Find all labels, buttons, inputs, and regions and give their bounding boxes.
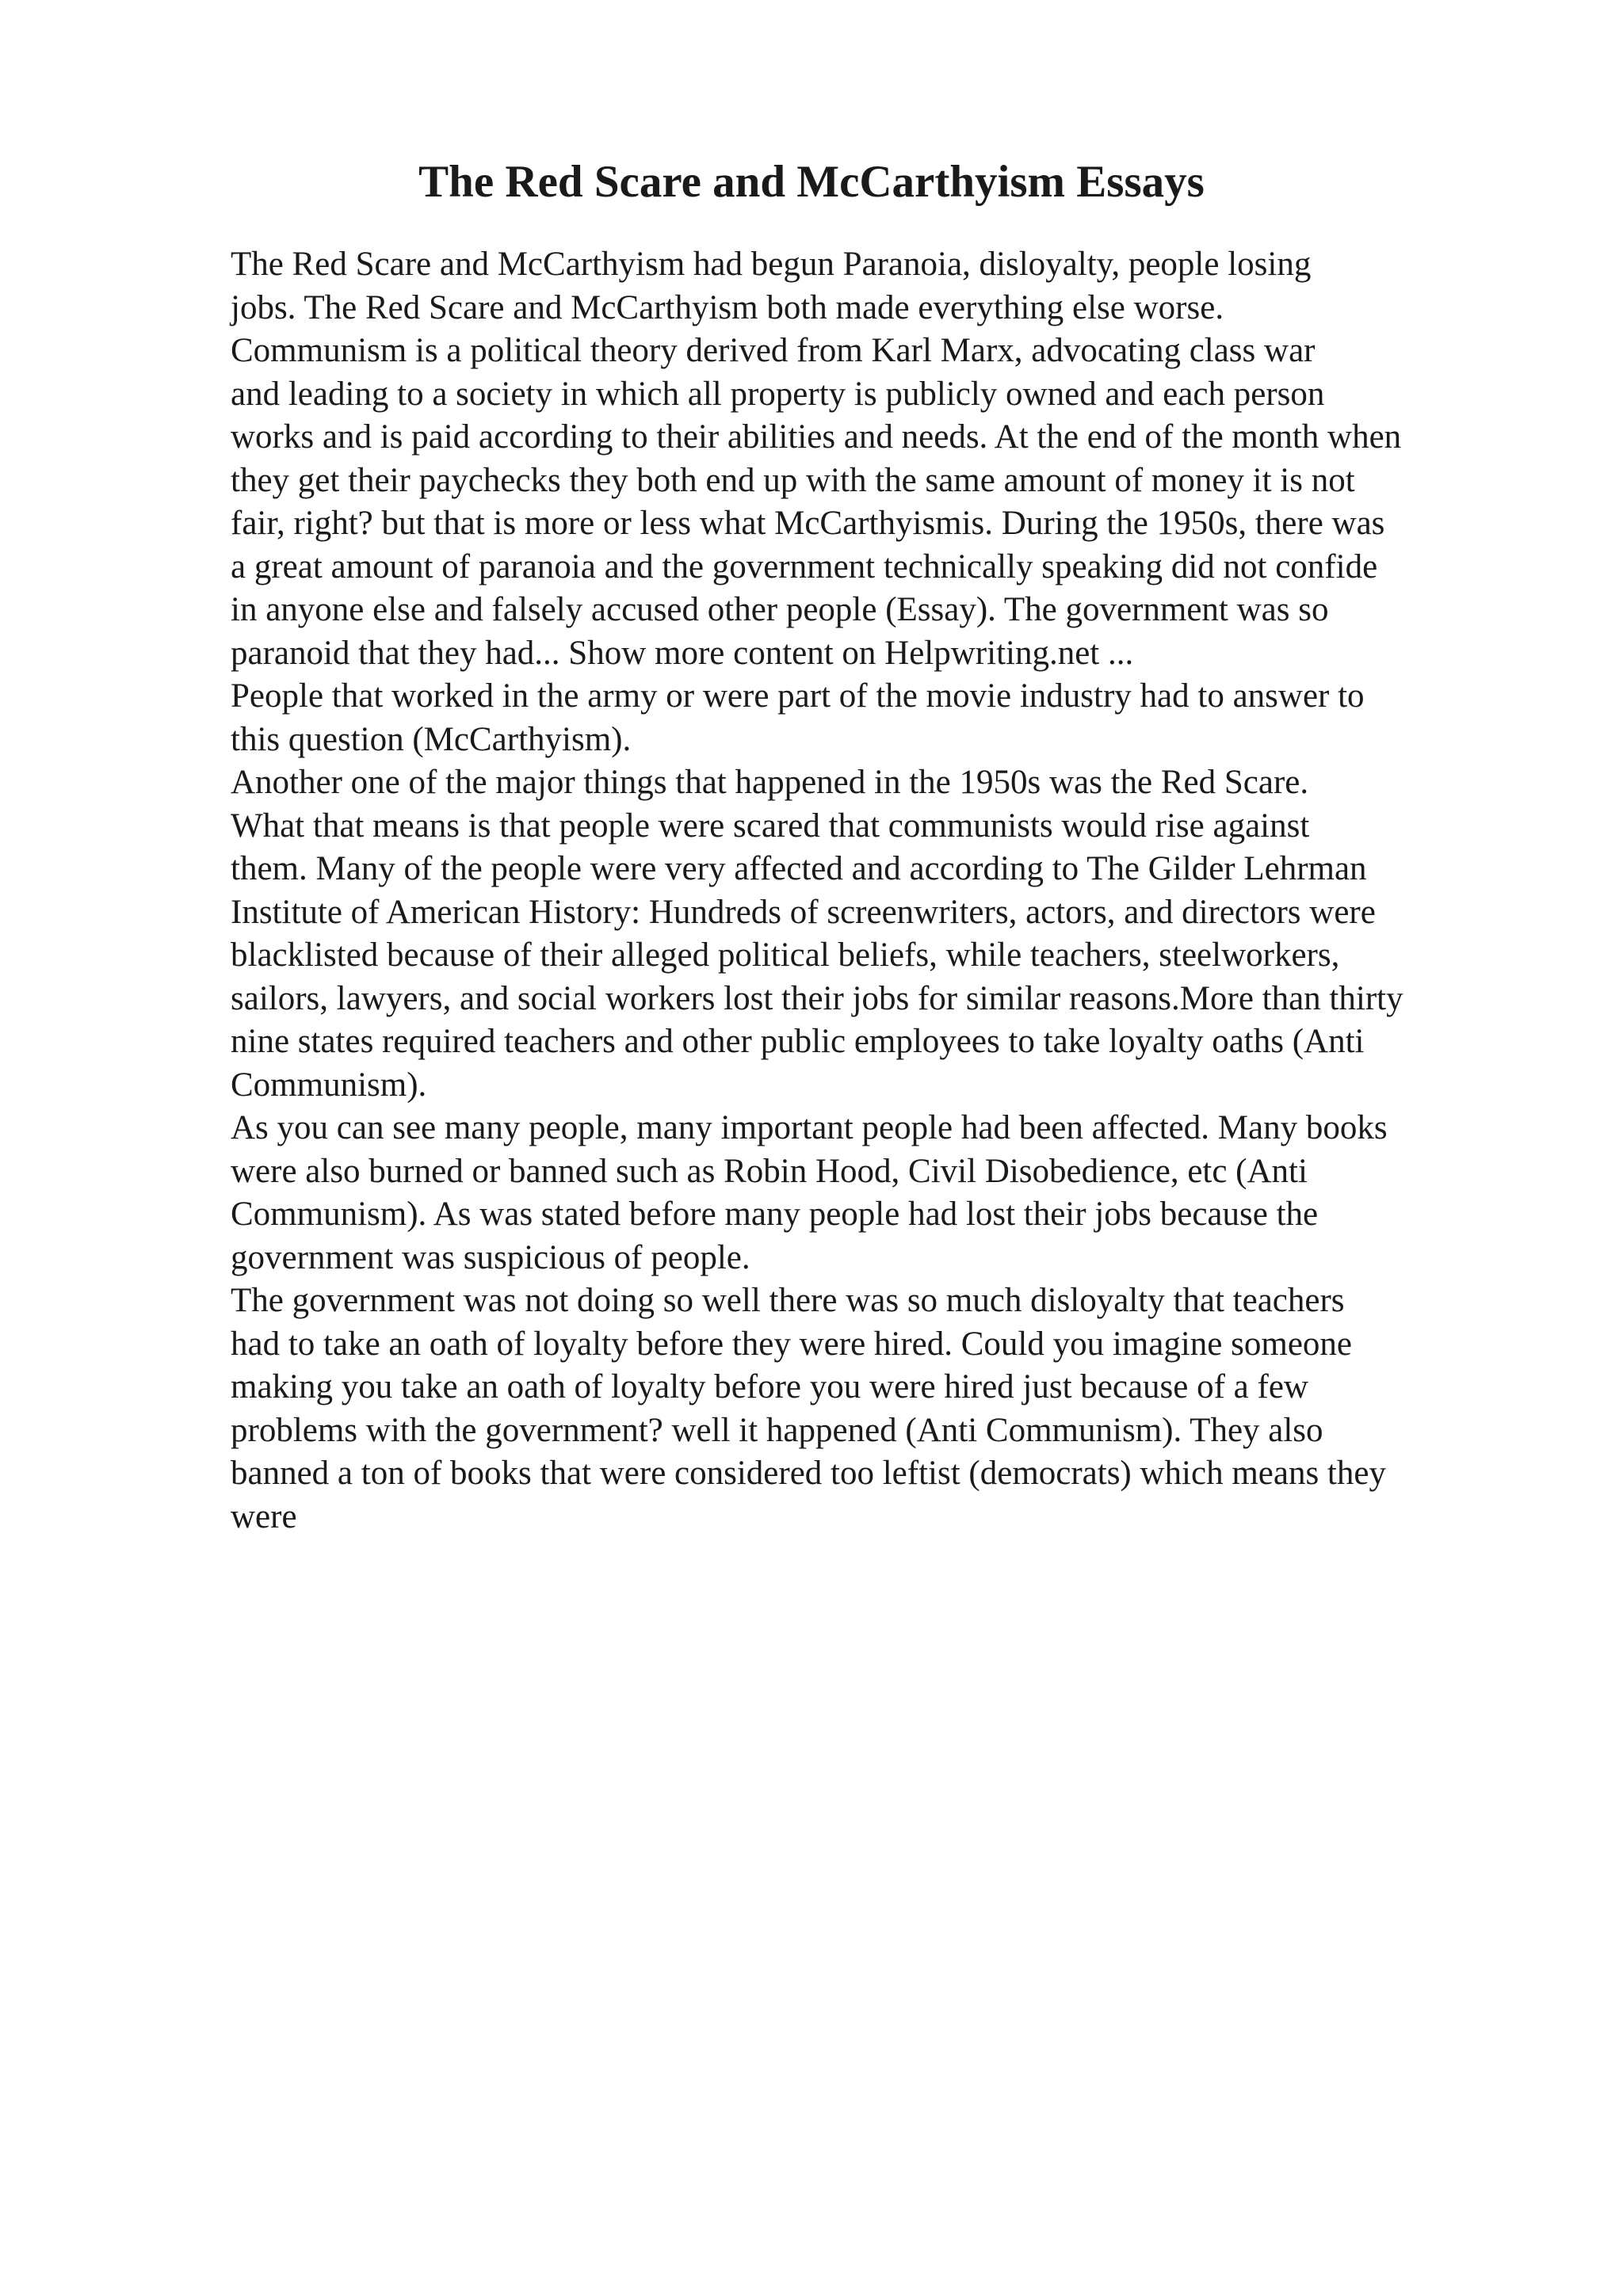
text-line: were also burned or banned such as Robin Hood, Civil Disobedience, etc (Anti — [231, 1152, 1308, 1190]
text-line: paranoid that they had... Show more content on Helpwriting.net ... — [231, 634, 1134, 672]
text-line: in anyone else and falsely accused other people (Essay). The government was so — [231, 591, 1329, 628]
text-line: Another one of the major things that happened in the 1950s was the Red Scare. — [231, 764, 1309, 801]
text-line: and leading to a society in which all property is publicly owned and each person — [231, 375, 1325, 413]
text-line: a great amount of paranoia and the government technically speaking did not confide — [231, 547, 1378, 585]
text-line: sailors, lawyers, and social workers lost their jobs for similar reasons.More than thirty — [231, 979, 1403, 1017]
text-line: What that means is that people were scared that communists would rise against — [231, 807, 1310, 845]
document-body — [231, 243, 1546, 1539]
text-line: this question (McCarthyism). — [231, 720, 632, 758]
text-line: them. Many of the people were very affected and according to The Gilder Lehrman — [231, 850, 1367, 887]
text-line: banned a ton of books that were considered too leftist (democrats) which means they — [231, 1455, 1386, 1492]
text-line: blacklisted because of their alleged political beliefs, while teachers, steelworkers, — [231, 936, 1340, 974]
text-line: making you take an oath of loyalty before you were hired just because of a few — [231, 1368, 1308, 1405]
document-title: The Red Scare and McCarthyism Essays — [418, 157, 1205, 207]
text-line: had to take an oath of loyalty before they were hired. Could you imagine someone — [231, 1325, 1352, 1363]
text-line: they get their paychecks they both end up with the same amount of money it is not — [231, 461, 1355, 499]
text-line: jobs. The Red Scare and McCarthyism both made everything else worse. — [231, 288, 1224, 326]
text-line: Communism is a political theory derived from Karl Marx, advocating class war — [231, 332, 1316, 369]
text-line: People that worked in the army or were part of the movie industry had to answer to — [231, 677, 1365, 715]
text-line: The government was not doing so well there was so much disloyalty that teachers — [231, 1282, 1345, 1319]
text-line: fair, right? but that is more or less what McCarthyismis. During the 1950s, there was — [231, 505, 1385, 542]
text-line: As you can see many people, many important people had been affected. Many books — [231, 1109, 1388, 1146]
text-line: Communism). As was stated before many people had lost their jobs because the — [231, 1196, 1319, 1233]
text-line: Institute of American History: Hundreds of screenwriters, actors, and directors were — [231, 893, 1376, 931]
text-line: were — [231, 1497, 297, 1535]
text-line: government was suspicious of people. — [231, 1238, 750, 1276]
text-line: Communism). — [231, 1066, 427, 1104]
text-line: nine states required teachers and other public employees to take loyalty oaths (Anti — [231, 1023, 1365, 1060]
text-line: The Red Scare and McCarthyism had begun Paranoia, disloyalty, people losing — [231, 246, 1312, 283]
text-line: problems with the government? well it happened (Anti Communism). They also — [231, 1411, 1323, 1449]
text-line: works and is paid according to their abilities and needs. At the end of the month when — [231, 418, 1402, 456]
